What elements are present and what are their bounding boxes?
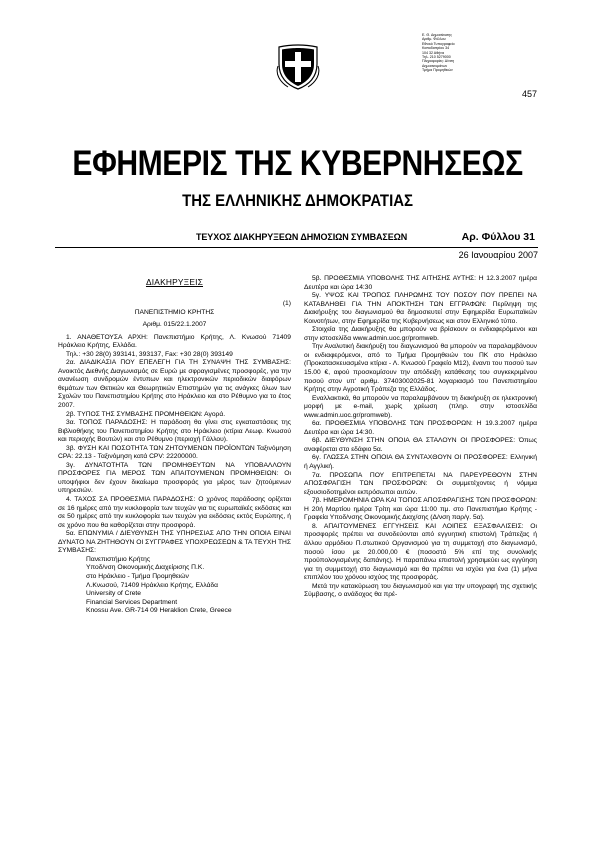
paragraph: Την Αναλυτική διακήρυξη του διαγωνισμού θα μπορούν να παραλαμβάνουν οι ενδιαφερόμενοι, από το Τμήμα Προμηθειών του ΠΚ στο Ηράκλειο (Προκατασκευασμένα κτίρια - Λ. Κνωσού Γραφείο Μ12), έναντι του ποσού των 15.00 €, αφού προσκομίσουν την απόδειξη κατάθεσης του συγκεκριμένου ποσού στον υπ' αριθμ. 37403002025-81 λογαριασμό του Πανεπιστημίου Κρήτης στην Αγροτική Τράπεζα της Ελλάδος.	[304, 343, 537, 394]
paragraph: Τηλ.: +30 28(0) 393141, 393137, Fax: +30 28(0) 393149	[66, 350, 233, 358]
paragraph: 5α. ΕΠΩΝΥΜΙΑ / ΔΙΕΥΘΥΝΣΗ ΤΗΣ ΥΠΗΡΕΣΙΑΣ ΑΠΟ ΤΗΝ ΟΠΟΙΑ ΕΙΝΑΙ ΔΥΝΑΤΟ ΝΑ ΖΗΤΗΘΟΥΝ ΟΙ ΣΥΓΓΡΑΦΕΣ ΥΠΟΧΡΕΩΣΕΩΝ & ΤΑ ΤΕΥΧΗ ΤΗΣ ΣΥΜΒΑΣΗΣ:	[58, 530, 291, 555]
publisher-line: Πληροφορίες: Δ/νση	[422, 59, 455, 64]
notice-number: (1)	[282, 300, 291, 307]
publisher-line: Ε. Θ. Δημοσίευσης	[422, 33, 452, 37]
paragraph: 6β. ΔΙΕΥΘΥΝΣΗ ΣΤΗΝ ΟΠΟΙΑ ΘΑ ΣΤΑΛΟΥΝ ΟΙ ΠΡΟΣΦΟΡΕΣ: Όπως αναφέρεται στο εδάφιο 5α.	[304, 437, 537, 453]
paragraph: 6γ. ΓΛΩΣΣΑ ΣΤΗΝ ΟΠΟΙΑ ΘΑ ΣΥΝΤΑΧΘΟΥΝ ΟΙ ΠΡΟΣΦΟΡΕΣ: Ελληνική ή Αγγλική.	[304, 454, 537, 471]
paragraph: 1. ΑΝΑΘΕΤΟΥΣΑ ΑΡΧΗ: Πανεπιστήμιο Κρήτης, Λ. Κνωσού 71409 Ηράκλειο Κρήτης, Ελλάδα.	[58, 333, 291, 350]
section-heading: ΔΙΑΚΗΡΥΞΕΙΣ	[145, 277, 204, 287]
issue-sheet-number: Αρ. Φύλλου 31	[461, 231, 535, 243]
header-divider	[55, 247, 538, 248]
institution-name: ΠΑΝΕΠΙΣΤΗΜΙΟ ΚΡΗΤΗΣ	[134, 308, 215, 316]
paragraph: 3β. ΦΥΣΗ ΚΑΙ ΠΟΣΟΤΗΤΑ ΤΩΝ ΖΗΤΟΥΜΕΝΩΝ ΠΡΟΪΟΝΤΩΝ Ταξινόμηση CPA: 22.13 - Ταξινόμηση κατά CPV: 22200000.	[58, 444, 291, 461]
coat-of-arms-icon	[276, 44, 320, 90]
gazette-subtitle: ΤΗΣ ΕΛΛΗΝΙΚΗΣ ΔΗΜΟΚΡΑΤΙΑΣ	[182, 191, 414, 210]
paragraph: 7α. ΠΡΟΣΩΠΑ ΠΟΥ ΕΠΙΤΡΕΠΕΤΑΙ ΝΑ ΠΑΡΕΥΡΕΘΟΥΝ ΣΤΗΝ ΑΠΟΣΦΡΑΓΙΣΗ ΤΩΝ ΠΡΟΣΦΟΡΩΝ: Οι συμμετέχοντες ή νόμιμα εξουσιοδοτημένοι εκπρόσωποι αυτών.	[304, 471, 537, 496]
publisher-line: Καποδιστρίου 34	[422, 46, 450, 51]
issue-date: 26 Ιανουαρίου 2007	[458, 250, 538, 260]
paragraph: 3γ. ΔΥΝΑΤΟΤΗΤΑ ΤΩΝ ΠΡΟΜΗΘΕΥΤΩΝ ΝΑ ΥΠΟΒΑΛΛΟΥΝ ΠΡΟΣΦΟΡΕΣ ΓΙΑ ΜΕΡΟΣ ΤΩΝ ΑΠΑΙΤΟΥΜΕΝΩΝ ΠΡΟΜΗΘΕΙΩΝ: Οι υποψήφιοι δεν έχουν δικαίωμα προσφοράς για μέρος των ζητούμενων υπηρεσιών.	[58, 461, 291, 495]
paragraph: 7β. ΗΜΕΡΟΜΗΝΙΑ ΩΡΑ ΚΑΙ ΤΟΠΟΣ ΑΠΟΣΦΡΑΓΙΣΗΣ ΤΩΝ ΠΡΟΣΦΟΡΩΝ: Η 20ή Μαρτίου ημέρα Τρίτη και ώρα 11:00 πμ. στο Πανεπιστήμιο Κρήτης - Γραφεία Υποδ/νσης Οικονομικής Διαχ/σης (Δ/νση παρ/γ. 5α).	[304, 497, 537, 522]
publisher-line: Δημοσιευμάτων	[422, 63, 448, 68]
address-line: Υποδ/νση Οικονομικής Διαχείρισης Π.Κ.	[86, 564, 205, 572]
paragraph: 5β. ΠΡΟΘΕΣΜΙΑ ΥΠΟΒΟΛΗΣ ΤΗΣ ΑΙΤΗΣΗΣ ΑΥΤΗΣ: Η 12.3.2007 ημέρα Δευτέρα και ώρα 14:30	[304, 275, 537, 291]
address-line: Knossu Ave. GR-714 09 Heraklion Crete, Greece	[86, 607, 232, 615]
address-line: Financial Services Department	[86, 598, 178, 606]
paragraph: 2β. ΤΥΠΟΣ ΤΗΣ ΣΥΜΒΑΣΗΣ ΠΡΟΜΗΘΕΙΩΝ: Αγορά.	[66, 410, 226, 418]
address-line: στο Ηράκλειο - Τμήμα Προμηθειών	[86, 572, 189, 580]
right-column	[304, 275, 537, 600]
paragraph: 6α. ΠΡΟΘΕΣΜΙΑ ΥΠΟΒΟΛΗΣ ΤΩΝ ΠΡΟΣΦΟΡΩΝ: Η 19.3.2007 ημέρα Δευτέρα και ώρα 14:30.	[304, 420, 537, 436]
issue-line	[150, 232, 535, 246]
paragraph: 8. ΑΠΑΙΤΟΥΜΕΝΕΣ ΕΓΓΥΗΣΕΙΣ ΚΑΙ ΛΟΙΠΕΣ ΕΞΑΣΦΑΛΙΣΕΙΣ: Οι προσφορές πρέπει να συνοδεύονται από εγγυητική επιστολή Τράπεζας ή άλλου αρμόδιου Π.στωτικού Οργανισμού για τη συμμετοχή στο διαγωνισμό, ποσού ίσου με 20.000,00 € (ποσοστό 5% επί της συνολικής προϋπολογισμένης δαπάνης). Η παραπάνω επιστολή χρησιμεύει ως εγγύηση για τη συμμετοχή στο διαγωνισμό και θα πρέπει να ισχύει για ένα (1) μήνα επιπλέον του χρόνου ισχύος της προσφοράς.	[304, 522, 537, 582]
address-line: Πανεπιστήμιο Κρήτης	[86, 555, 151, 563]
page-number: 457	[521, 89, 537, 99]
paragraph: 5γ. ΥΨΟΣ ΚΑΙ ΤΡΟΠΟΣ ΠΛΗΡΩΜΗΣ ΤΟΥ ΠΟΣΟΥ ΠΟΥ ΠΡΕΠΕΙ ΝΑ ΚΑΤΑΒΛΗΘΕΙ ΓΙΑ ΤΗΝ ΑΠΟΚΤΗΣΗ ΤΩΝ ΕΓΓΡΑΦΩΝ: Περίληψη της Διακήρυξης του διαγωνισμού θα δημοσιευτεί στην Εφημερίδα Ευρωπαϊκών Κοινοτήτων, στην Εφημερίδα της Κυβερνήσεως και στον Ελληνικό τύπο.	[304, 292, 537, 325]
paragraph: Στοιχεία της Διακήρυξης θα μπορούν να βρίσκουν οι ενδιαφερόμενοι και στην ιστοσελίδα www.admin.uoc.gr/promweb.	[304, 326, 537, 342]
publisher-line: Τηλ. 210 5279000	[422, 55, 451, 60]
paragraph: Μετά την κατακύρωση του διαγωνισμού και για την υπογραφή της σχετικής Σύμβασης, ο ανάδοχος θα πρέ-	[304, 582, 537, 599]
address-line: University of Crete	[86, 590, 142, 598]
publisher-line: Τμήμα Προμηθειών	[422, 68, 453, 73]
left-column	[58, 277, 291, 616]
paragraph: Εναλλακτικά, θα μπορούν να παραλαμβάνουν τη διακήρυξη σε ηλεκτρονική μορφή με e-mail, χωρίς χρέωση (πληρ. στην ιστοσελίδα www.admin.uoc.gr/promweb).	[304, 394, 537, 419]
paragraph: 2α. ΔΙΑΔΙΚΑΣΙΑ ΠΟΥ ΕΠΕΛΕΓΗ ΓΙΑ ΤΗ ΣΥΝΑΨΗ ΤΗΣ ΣΥΜΒΑΣΗΣ: Ανοικτός Διεθνής Διαγωνισμός σε Ευρώ με σφραγισμένες προσφορές, για την ανανέωση συνδρομών έντυπων και ηλεκτρονικών περιοδικών διαφόρων θεμάτων των Θετικών και Θεωρητικών Επιστημών για τις ανάγκες όλων των Σχολών του Πανεπιστημίου Κρήτης στο Ηράκλειο και στο Ρέθυμνο για το έτος 2007.	[58, 359, 291, 410]
publisher-line: Εθνικό Τυπογραφείο	[422, 41, 455, 46]
paragraph: 4. ΤΑΧΟΣ ΣΑ ΠΡΟΘΕΣΜΙΑ ΠΑΡΑΔΟΣΗΣ: Ο χρόνος παράδοσης ορίζεται σε 16 ημέρες από την κυκλοφορία των τευχών για τις ευρωπαϊκές εκδόσεις και σε 50 ημέρες από την κυκλοφορία των τευχών για εκδόσεις εκτός Ευρώπης, ή σε χρόνο που θα καθορίζεται στην προσφορά.	[58, 496, 291, 529]
reference-number: Αριθμ. 015/22.1.2007	[142, 321, 207, 329]
issue-series: ΤΕΥΧΟΣ ΔΙΑΚΗΡΥΞΕΩΝ ΔΗΜΟΣΙΩΝ ΣΥΜΒΑΣΕΩΝ	[196, 232, 408, 242]
publisher-imprint	[422, 33, 492, 73]
gazette-title: ΕΦΗΜΕΡΙΣ ΤΗΣ ΚΥΒΕΡΝΗΣΕΩΣ	[72, 144, 523, 183]
address-line: Λ.Κνωσού, 71409 Ηράκλειο Κρήτης, Ελλάδα	[86, 581, 219, 589]
publisher-line: 104 32 Αθήνα	[422, 50, 445, 55]
paragraph: 3α. ΤΟΠΟΣ ΠΑΡΑΔΟΣΗΣ: Η παράδοση θα γίνει στις εγκαταστάσεις της Βιβλιοθήκης του Πανεπιστημίου Κρήτης στο Ηράκλειο (κτίρια Λεωφ. Κνωσού και περιοχής Βουτών) και στο Ρέθυμνο (περιοχή Γάλλου).	[58, 419, 291, 444]
publisher-line: Αριθμ. Φύλλου	[422, 37, 446, 42]
